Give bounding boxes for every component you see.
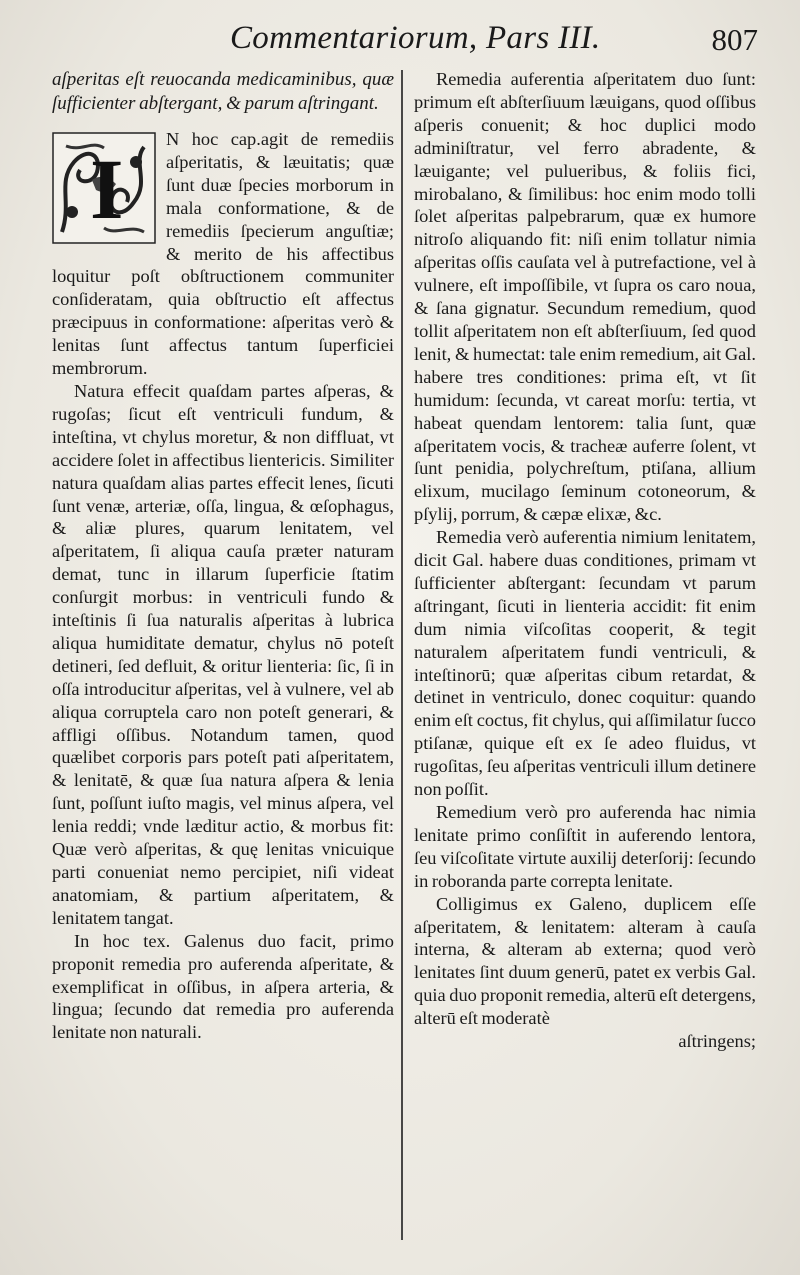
rubric-text: aſperitas eſt reuocanda medicaminibus, quæ ſufficienter abſtergant, & parum aſtringant. <box>52 69 394 114</box>
paragraph-3: In hoc tex. Galenus duo facit, primo proponit remedia pro auferenda aſperitate, & exemplificat in oſſibus, in aſpera arteria, & lingua; ſecundo dat remedia pro auferenda lenitate non naturali. <box>52 930 394 1043</box>
column-divider <box>401 70 403 1240</box>
paragraph-r3: Remedium verò pro auferenda hac nimia lenitate primo conſiſtit in auferendo lentora, ſeu viſcoſitate virtute auxilij deterſorij: ſecundo in roboranda parte correpta lenitate. <box>414 802 756 891</box>
paragraph-1: N hoc cap.agit de remediis aſperitatis, & læuitatis; quæ ſunt duæ ſpecies morborum in mala conformatione, & de remediis ſpecierum anguſtiæ; & merito de his affectibus loquitur poſt obſtructionem communiter conſideratam, quia obſtructio eſt affectus præcipuus in conformatione: aſperitas verò & lenitas ſunt affectus tantum ſuperficiei membrorum. <box>52 129 394 379</box>
paragraph-2: Natura effecit quaſdam partes aſperas, & rugoſas; ſicut eſt ventriculi fundum, & inteſtina, vt chylus moretur, & non diffluat, vt accidere ſolet in affectibus lientericis. Similiter natura quaſdam alias partes effecit lenes, ſicuti ſunt venæ, arteriæ, oſſa, lingua, & œſophagus, & aliæ plures, quarum lenitatem, vel aſperitatem, ſi aliqua cauſa præter naturam demat, tunc in illarum ſuperficie ſtatim conſurgit morbus: in ventriculi fundo & inteſtinis ſi ſua naturalis aſperitas à lubrica aliqua humiditate dematur, chylus nō poteſt detineri, ſed defluit, & oritur lienteria: ſic, ſi in oſſa introducitur aſperitas, vel à vulnere, vel ab aliqua corruptela caro non poteſt generari, & affligi oſſibus. Notandum tamen, quod quælibet corporis pars poteſt pati aſperitatem, & lenitatē, & quæ ſua natura aſpera & lenia ſunt, poſſunt iuſto magis, vel minus aſpera, vel lenia reddi; vnde læditur actio, & morbus fit: Quæ verò aſperitas, & quę lenitas vnicuique parti conueniat nemo percipiet, niſi videat anatomiam, & partium aſperitatem, & lenitatem tangat. <box>52 380 394 928</box>
paragraph-r4: Colligimus ex Galeno, duplicem eſſe aſperitatem, & lenitatem: alteram à cauſa interna, & alteram ab externa; quod verò lenitates ſint duum generū, patet ex verbis Gal. quia duo proponit remedia, alterū eſt detergens, alterū eſt moderatè <box>414 893 756 1029</box>
decorated-initial-letter <box>52 132 156 244</box>
catchword: aſtringens; <box>678 1031 756 1052</box>
page-header <box>0 14 800 64</box>
first-paragraph-block <box>52 128 394 380</box>
page-number: 807 <box>711 22 758 57</box>
paragraph-r1: Remedia auferentia aſperitatem duo ſunt: primum eſt abſterſiuum læuigans, quod oſſibus aſperis conuenit; & hoc duplici modo adminiſtratur, vel ferro abradente, & læuigante; vel pulueribus, & foliis fici, mirobalano, & ſimilibus: hoc enim modo tolli ſolet aſperitas palpebrarum, quæ ex humore nitroſo aliquando fit: niſi enim tollatur nimia aſperitas oſſis cauſata vel à putrefactione, vel à vulnere, eſt impoſſibile, vt ſupra os caro noua, & ſana gignatur. Secundum remedium, quod tollit aſperitatem non eſt abſterſiuum, ſed quod lenit, & humectat: tale enim remedium, ait Gal. habere tres conditiones: prima eſt, vt ſit humidum: ſecunda, vt careat morſu: tertia, vt habeat quendam lentorem: talia ſunt, quæ aſperitatem vocis, & tracheæ auferre ſolent, vt ſunt penidia, polychreſtum, ptiſana, allium elixum, mucilago ſeminum cotoneorum, & pſylij, porrum, & cæpæ elixæ, &c. <box>414 69 756 525</box>
initial-letter-text: I <box>90 141 124 237</box>
paragraph-r2: Remedia verò auferentia nimium lenitatem, dicit Gal. habere duas conditiones, primam vt ſufficienter abſtergant: ſecundam vt parum aſtringant, ſicuti in lienteria accidit: fit enim dum nimia viſcoſitas cooperit, & tegit naturalem aſperitatem fundi ventriculi, & inteſtinorū; quæ aſperitas cibum retardat, & detinet in ventriculo, donec coquitur: quando enim eſt coctus, fit chylus, qui aſſimilatur ſucco ptiſanæ, quique eſt ex ſe adeo fluidus, vt rugoſitas, ſeu aſperitas ventriculi illum detinere non poſſit. <box>414 527 756 800</box>
right-column <box>414 68 756 1053</box>
running-title: Commentariorum, Pars III. <box>230 20 601 56</box>
left-column <box>52 68 394 1044</box>
